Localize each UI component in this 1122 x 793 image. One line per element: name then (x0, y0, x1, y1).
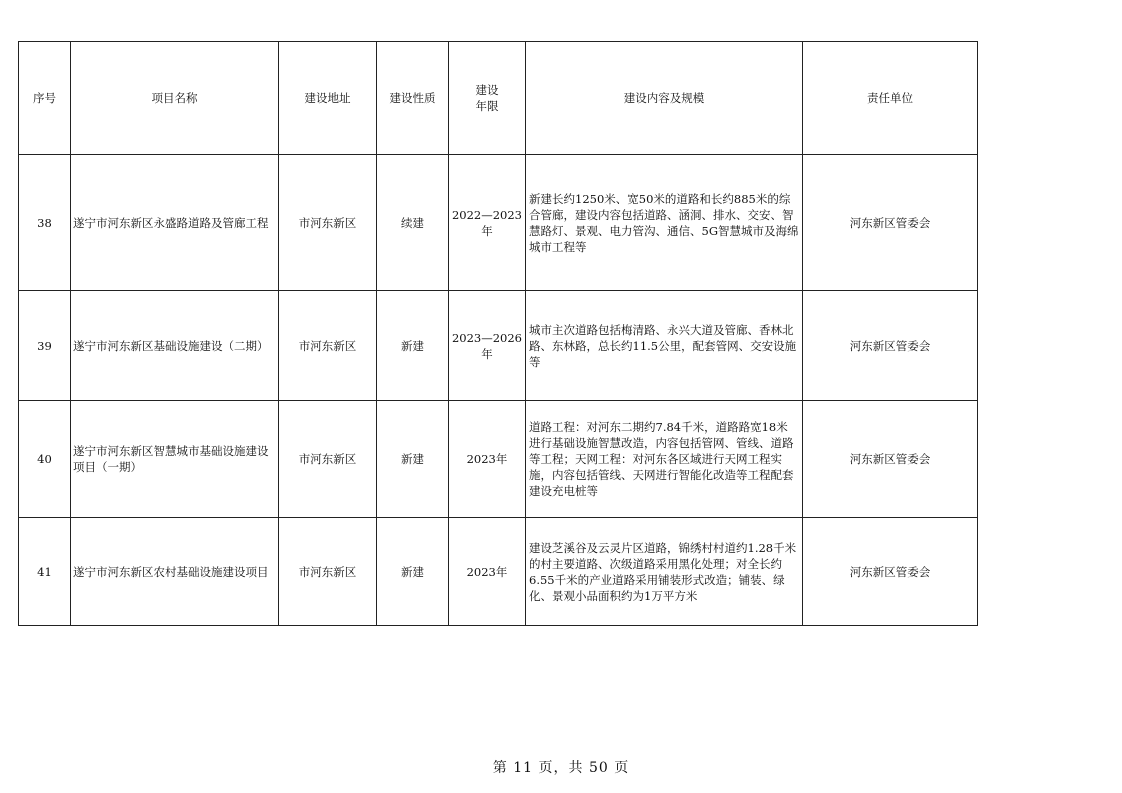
row-address: 市河东新区 (279, 401, 377, 518)
row-index: 39 (19, 291, 71, 401)
header-period (449, 42, 526, 155)
row-index: 38 (19, 155, 71, 291)
header-index: 序号 (19, 42, 71, 155)
row-address: 市河东新区 (279, 291, 377, 401)
row-nature: 新建 (377, 401, 449, 518)
row-address: 市河东新区 (279, 155, 377, 291)
header-period-line2: 年限 (475, 99, 499, 113)
row-project-name: 遂宁市河东新区农村基础设施建设项目 (71, 518, 279, 626)
header-name: 项目名称 (71, 42, 279, 155)
header-period-line1: 建设 (475, 83, 499, 97)
row-unit: 河东新区管委会 (803, 518, 978, 626)
row-content: 城市主次道路包括梅清路、永兴大道及管廊、香林北路、东林路，总长约11.5公里，配套管网、交安设施等 (526, 291, 803, 401)
row-unit: 河东新区管委会 (803, 291, 978, 401)
project-table (18, 41, 978, 626)
row-address: 市河东新区 (279, 518, 377, 626)
row-index: 40 (19, 401, 71, 518)
row-period: 2023年 (449, 518, 526, 626)
row-content: 新建长约1250米、宽50米的道路和长约885米的综合管廊，建设内容包括道路、涵洞、排水、交安、智慧路灯、景观、电力管沟、通信、5G智慧城市及海绵城市工程等 (526, 155, 803, 291)
row-nature: 新建 (377, 291, 449, 401)
header-nature: 建设性质 (377, 42, 449, 155)
row-nature: 续建 (377, 155, 449, 291)
row-project-name: 遂宁市河东新区智慧城市基础设施建设项目（一期） (71, 401, 279, 518)
row-nature: 新建 (377, 518, 449, 626)
header-address: 建设地址 (279, 42, 377, 155)
header-unit: 责任单位 (803, 42, 978, 155)
row-project-name: 遂宁市河东新区永盛路道路及管廊工程 (71, 155, 279, 291)
row-content: 建设芝溪谷及云灵片区道路，锦绣村村道约1.28千米的村主要道路、次级道路采用黑化处理；对全长约6.55千米的产业道路采用铺装形式改造；铺装、绿化、景观小品面积约为1万平方米 (526, 518, 803, 626)
header-content: 建设内容及规模 (526, 42, 803, 155)
row-content: 道路工程：对河东二期约7.84千米，道路路宽18米进行基础设施智慧改造，内容包括管网、管线、道路等工程；天网工程：对河东各区域进行天网工程实施，内容包括管线、天网进行智能化改造等工程配套建设充电桩等 (526, 401, 803, 518)
row-unit: 河东新区管委会 (803, 401, 978, 518)
row-index: 41 (19, 518, 71, 626)
row-period: 2022—2023年 (449, 155, 526, 291)
page-number: 第 11 页，共 50 页 (492, 760, 630, 776)
row-project-name: 遂宁市河东新区基础设施建设（二期） (71, 291, 279, 401)
table-row (19, 518, 978, 626)
header-row (19, 42, 978, 155)
table-row (19, 401, 978, 518)
row-unit: 河东新区管委会 (803, 155, 978, 291)
row-period: 2023年 (449, 401, 526, 518)
table-row (19, 155, 978, 291)
row-period: 2023—2026年 (449, 291, 526, 401)
table-row (19, 291, 978, 401)
